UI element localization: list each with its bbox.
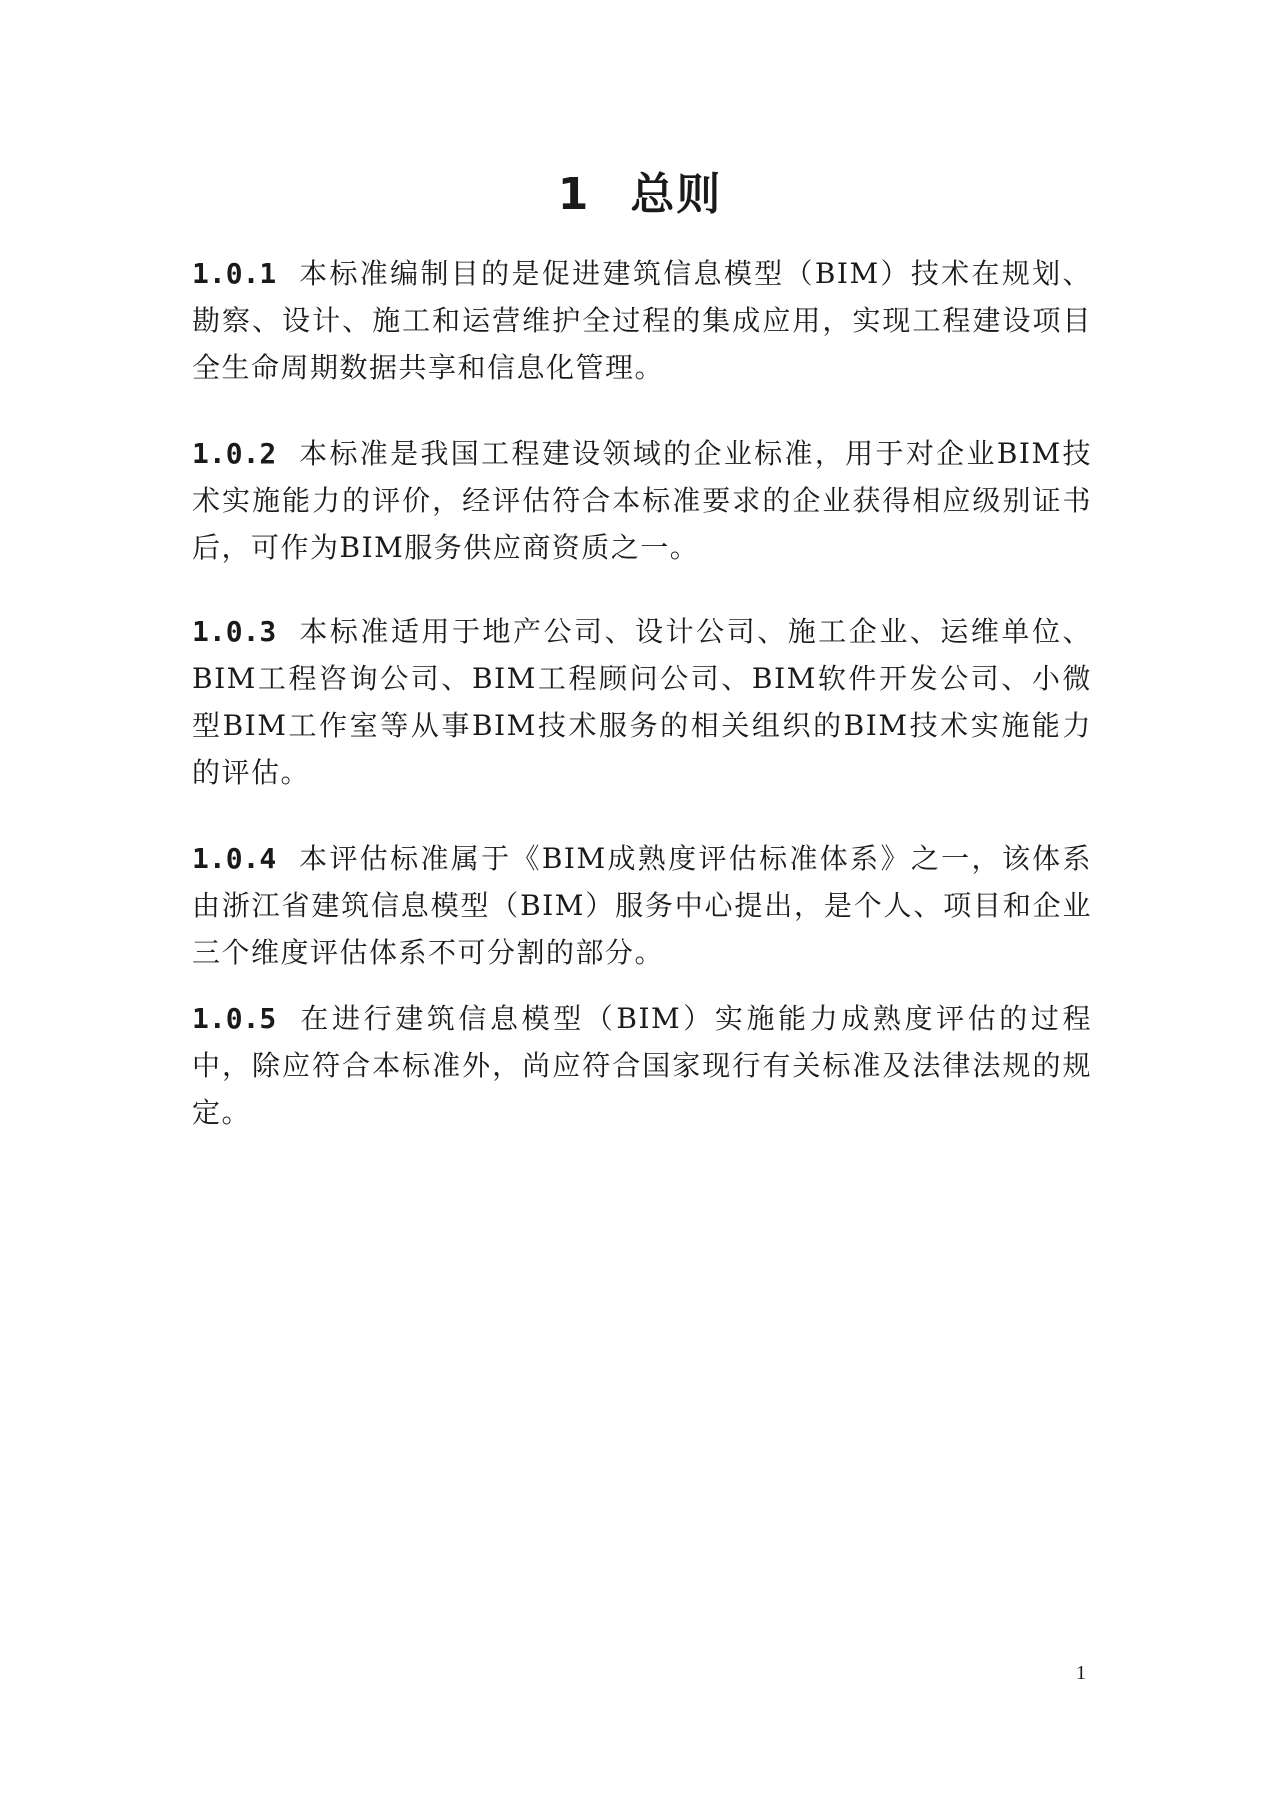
clause-number: 1.0.3 <box>192 615 277 648</box>
clause-number: 1.0.5 <box>192 1002 277 1035</box>
chapter-number: 1 <box>557 169 591 220</box>
clause-1-0-2 <box>192 430 1092 571</box>
clause-text: 本评估标准属于《BIM成熟度评估标准体系》之一，该体系由浙江省建筑信息模型（BIM）服务中心提出，是个人、项目和企业三个维度评估体系不可分割的部分。 <box>192 842 1092 969</box>
clause-number: 1.0.4 <box>192 842 277 875</box>
chapter-heading: 总则 <box>630 169 723 220</box>
chapter-title <box>0 158 1280 222</box>
clause-number: 1.0.1 <box>192 257 277 290</box>
clause-number: 1.0.2 <box>192 437 277 470</box>
clause-1-0-5 <box>192 995 1092 1136</box>
page-number: 1 <box>1076 1662 1086 1684</box>
clause-text: 在进行建筑信息模型（BIM）实施能力成熟度评估的过程中，除应符合本标准外，尚应符合国家现行有关标准及法律法规的规定。 <box>192 1002 1092 1129</box>
clause-1-0-1 <box>192 250 1092 391</box>
clause-text: 本标准编制目的是促进建筑信息模型（BIM）技术在规划、勘察、设计、施工和运营维护全过程的集成应用，实现工程建设项目全生命周期数据共享和信息化管理。 <box>192 257 1092 384</box>
clause-text: 本标准适用于地产公司、设计公司、施工企业、运维单位、BIM工程咨询公司、BIM工程顾问公司、BIM软件开发公司、小微型BIM工作室等从事BIM技术服务的相关组织的BIM技术实施能力的评估。 <box>192 615 1092 789</box>
clause-1-0-4 <box>192 835 1092 976</box>
clause-text: 本标准是我国工程建设领域的企业标准，用于对企业BIM技术实施能力的评价，经评估符合本标准要求的企业获得相应级别证书后，可作为BIM服务供应商资质之一。 <box>192 437 1092 564</box>
clause-1-0-3 <box>192 608 1092 796</box>
